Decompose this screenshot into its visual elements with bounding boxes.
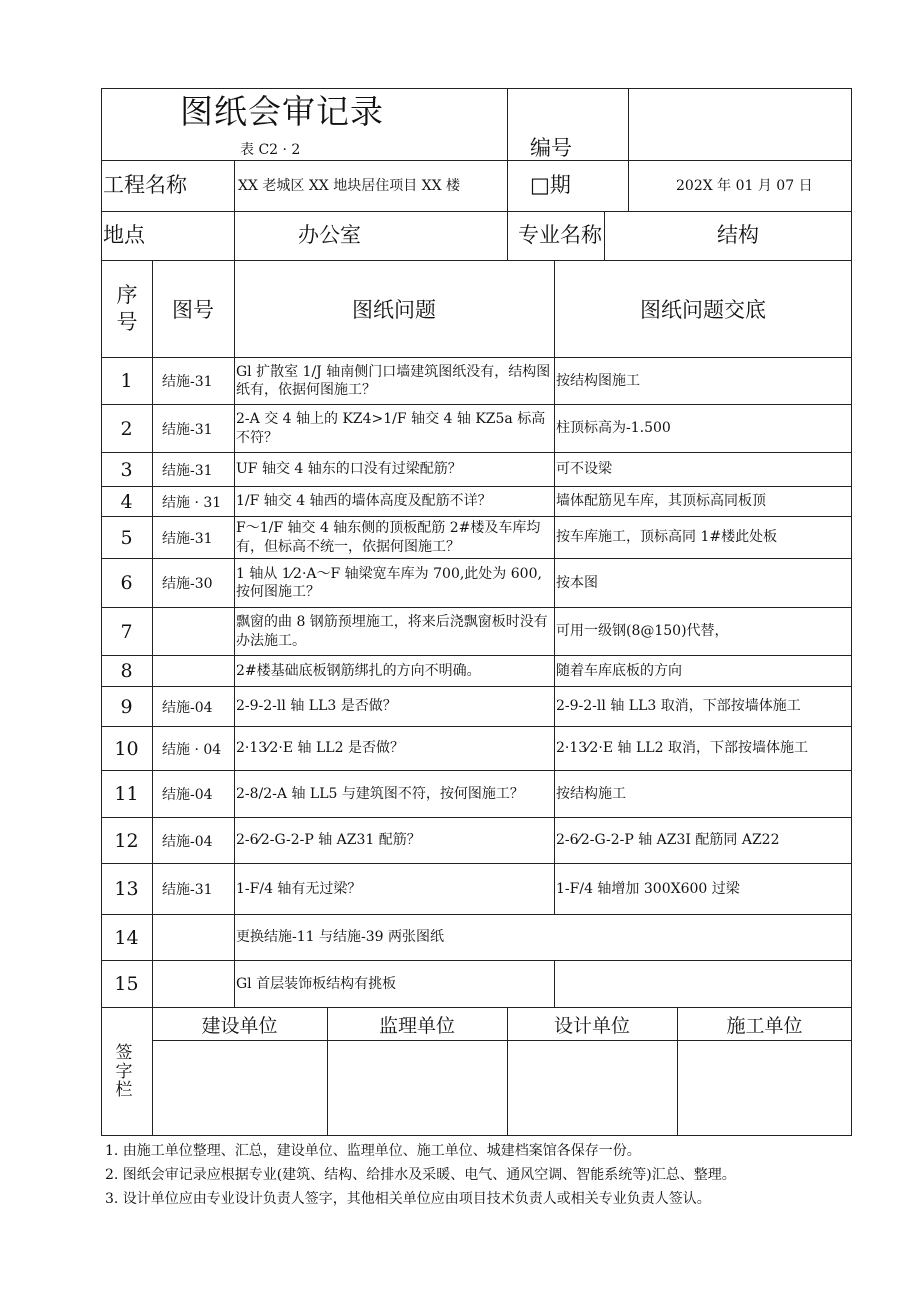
number-label: 编号 (530, 136, 572, 160)
location-value: 办公室 (298, 223, 361, 247)
column-header-answer: 图纸问题交底 (640, 298, 766, 322)
row-drawing: 结施-04 (162, 699, 213, 716)
row-answer: 按车库施工，顶标高同 1#楼此处板 (556, 529, 778, 546)
row-issue: 2-6⁄2-G-2-P 轴 AZ31 配筋？ (236, 832, 421, 849)
row-answer: 1-F/4 轴增加 300X600 过梁 (556, 880, 740, 897)
row-issue: 1-F/4 轴有无过梁？ (236, 880, 362, 897)
row-answer: 随着车库底板的方向 (556, 662, 682, 679)
page-title: 图纸会审记录 (180, 92, 384, 131)
row-drawing (162, 656, 232, 686)
column-header-seq: 序号 (116, 282, 138, 334)
date-value: 202X 年 01 月 07 日 (676, 178, 813, 194)
divider (101, 211, 852, 212)
signature-unit-construction: 建设单位 (201, 1014, 278, 1037)
row-drawing: 结施-30 (162, 576, 213, 592)
divider (101, 160, 507, 161)
row-seq: 2 (120, 417, 133, 440)
divider (101, 260, 852, 261)
row-answer: 可用一级钢(8@150)代替， (556, 623, 729, 640)
row-issue: 更换结施-11 与结施-39 两张图纸 (236, 929, 444, 946)
row-drawing: 结施 · 04 (162, 741, 222, 758)
note-1: 1. 由施工单位整理、汇总，建设单位、监理单位、施工单位、城建档案馆各保存一份。 (105, 1143, 641, 1159)
divider (152, 260, 153, 1007)
row-seq: 11 (114, 783, 139, 805)
row-seq: 6 (120, 572, 133, 594)
row-seq: 3 (120, 458, 133, 481)
row-answer: 按本图 (556, 574, 598, 591)
date-label: □期 (530, 173, 571, 197)
row-issue: 2·13⁄2·E 轴 LL2 是否做？ (236, 740, 404, 757)
row-issue: Gl 扩散室 1/J 轴南侧门口墙建筑图纸没有，结构图纸有，依据何图施工？ (236, 363, 551, 398)
row-issue: 2-8/2-A 轴 LL5 与建筑图不符，按何图施工？ (236, 785, 524, 802)
signature-box-supervision[interactable] (328, 1041, 506, 1135)
location-label: 地点 (103, 223, 145, 247)
row-drawing: 结施-31 (162, 530, 213, 547)
signature-label: 签字栏 (115, 1042, 133, 1101)
project-label: 工程名称 (103, 173, 187, 197)
row-answer: 2·13⁄2·E 轴 LL2 取消，下部按墙体施工 (556, 740, 808, 757)
signature-unit-supervision: 监理单位 (378, 1014, 455, 1037)
form-code: 表 C2 · 2 (240, 142, 301, 158)
row-drawing: 结施-31 (162, 462, 213, 479)
row-answer: 墙体配筋见车库，其顶标高同板顶 (556, 493, 766, 510)
row-answer: 可不设梁 (556, 461, 612, 478)
row-seq: 12 (114, 829, 139, 852)
column-header-drawing: 图号 (172, 298, 214, 322)
row-seq: 4 (120, 490, 133, 513)
row-drawing: 结施-31 (162, 882, 213, 898)
row-issue: 飘窗的曲 8 钢筋预埋施工，将来后浇飘窗板时没有办法施工。 (236, 614, 548, 649)
project-value: XX 老城区 XX 地块居住项目 XX 楼 (238, 178, 461, 194)
note-2: 2. 图纸会审记录应根据专业(建筑、结构、给排水及采暖、电气、通风空调、智能系统等)汇总、整理。 (105, 1167, 736, 1183)
column-header-issue: 图纸问题 (352, 298, 436, 322)
row-answer (555, 915, 851, 960)
specialty-label: 专业名称 (518, 223, 602, 247)
signature-box-construction[interactable] (153, 1041, 326, 1135)
row-answer: 柱顶标高为-1.500 (556, 420, 671, 437)
signature-unit-contractor: 施工单位 (726, 1014, 803, 1037)
specialty-value: 结构 (717, 223, 759, 247)
row-drawing (162, 608, 232, 655)
row-drawing: 结施-31 (162, 374, 213, 390)
row-drawing: 结施 · 31 (162, 494, 222, 511)
row-issue: 1/F 轴交 4 轴西的墙体高度及配筋不详？ (236, 493, 492, 510)
row-seq: 5 (120, 526, 133, 549)
row-seq: 8 (120, 660, 133, 682)
divider (234, 160, 235, 260)
signature-box-contractor[interactable] (678, 1041, 851, 1135)
signature-box-design[interactable] (508, 1041, 676, 1135)
row-issue: 2#楼基础底板钢筋绑扎的方向不明确。 (236, 662, 481, 679)
row-seq: 9 (120, 695, 133, 718)
row-issue: 2-A 交 4 轴上的 KZ4>1/F 轴交 4 轴 KZ5a 标高不符？ (236, 411, 546, 446)
row-answer: 2-9-2-ll 轴 LL3 取消，下部按墙体施工 (556, 698, 801, 715)
row-seq: 14 (114, 926, 139, 949)
note-3: 3. 设计单位应由专业设计负责人签字，其他相关单位应由项目技术负责人或相关专业负责人签认。 (105, 1191, 711, 1207)
row-answer: 按结构施工 (556, 785, 626, 802)
row-answer (555, 961, 851, 1007)
row-issue: UF 轴交 4 轴东的口没有过梁配筋？ (236, 461, 462, 478)
row-issue: 2-9-2-ll 轴 LL3 是否做？ (236, 698, 397, 715)
row-seq: 7 (120, 620, 133, 643)
row-drawing: 结施-04 (162, 833, 213, 850)
row-answer: 按结构图施工 (556, 372, 640, 389)
row-answer: 2-6⁄2-G-2-P 轴 AZ3I 配筋同 AZ22 (556, 832, 780, 849)
divider (604, 211, 605, 260)
signature-unit-design: 设计单位 (553, 1014, 630, 1037)
row-seq: 10 (114, 737, 139, 760)
row-drawing (162, 961, 232, 1007)
row-drawing (162, 915, 232, 960)
row-seq: 15 (114, 973, 139, 995)
row-seq: 1 (120, 370, 133, 392)
row-issue: F～1/F 轴交 4 轴东侧的顶板配筋 2#楼及车库均有，但标高不统一，依据何图施工？ (236, 520, 541, 555)
divider (628, 88, 629, 211)
row-drawing: 结施-31 (162, 421, 213, 438)
divider (507, 88, 508, 260)
row-seq: 13 (114, 878, 139, 900)
row-issue: 1 轴从 1⁄2·A～F 轴梁宽车库为 700,此处为 600,按何图施工？ (236, 565, 542, 600)
row-issue: Gl 首层装饰板结构有挑板 (236, 975, 397, 992)
row-drawing: 结施-04 (162, 787, 213, 803)
